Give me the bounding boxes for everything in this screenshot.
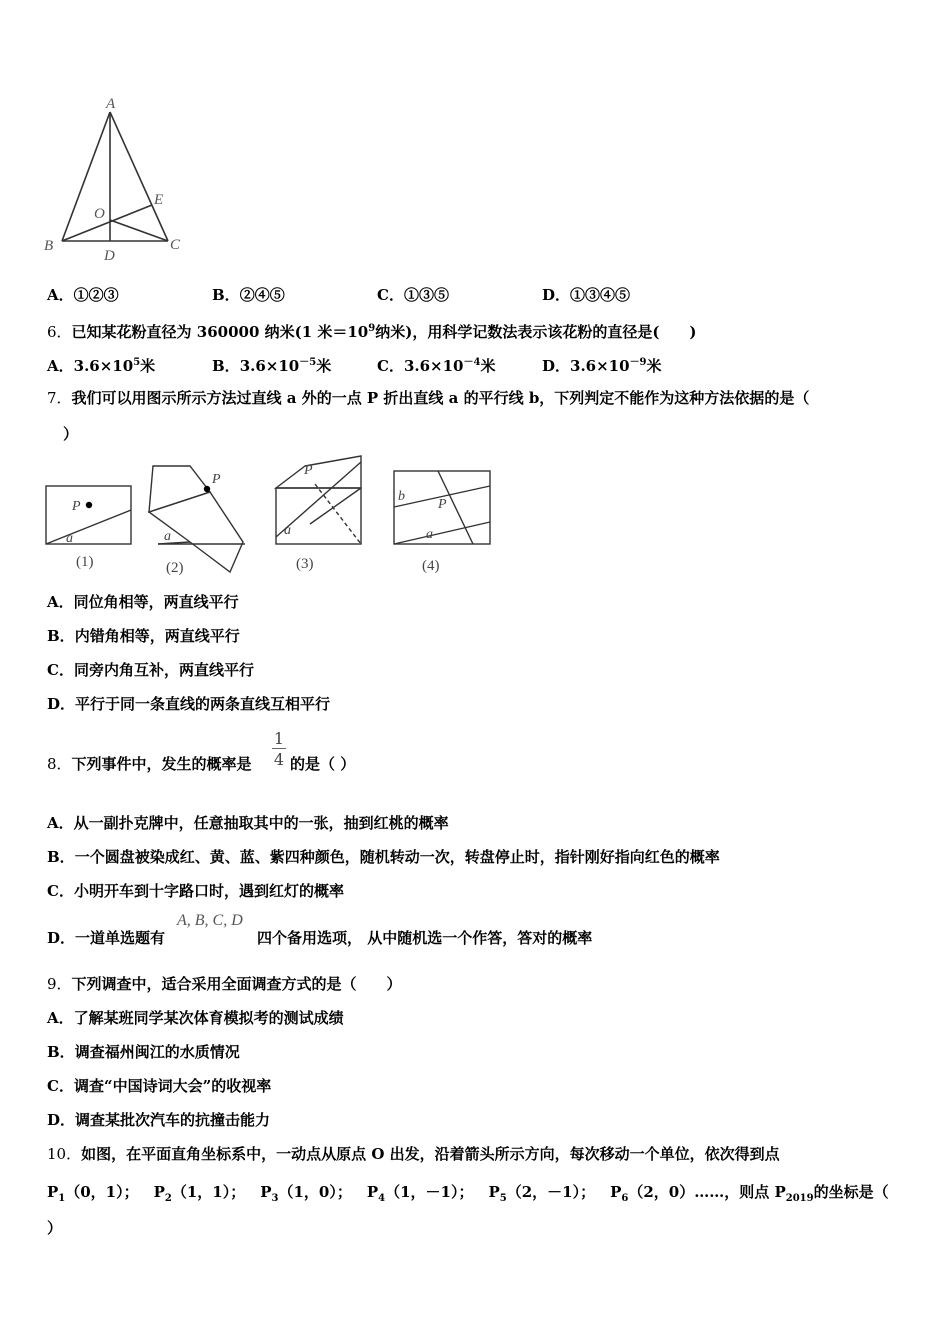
label-a: a (284, 523, 291, 538)
option-base: 3.6×10 (73, 357, 134, 375)
q7-option-d: D．平行于同一条直线的两条直线互相平行 (47, 695, 331, 713)
q8-option-d: D．一道单选题有 (47, 929, 166, 947)
option-text: ②④⑤ (239, 286, 285, 304)
label-c: C (170, 237, 181, 253)
point-3: $P_3(1$，0）； (260, 1183, 352, 1204)
option-letter: C． (377, 286, 404, 304)
triangle-figure (40, 92, 200, 262)
question-number: 10． (47, 1145, 82, 1163)
point-5: $P_5(2$，－1）； (488, 1183, 596, 1204)
q7-stem-line1: 我们可以用图示所示方法过直线 a 外的一点 P 折出直线 a 的平行线 b，下列判定不能作为这种方法依据的是（ (71, 389, 810, 407)
label-p: P (212, 472, 221, 487)
option-letter: D． (542, 286, 571, 304)
label-e: E (154, 192, 164, 208)
q10-stem (47, 1144, 780, 1164)
q9-stem (47, 974, 402, 994)
q7-option-b: B．内错角相等，两直线平行 (47, 627, 240, 645)
q10-stem-line1: 如图，在平面直角坐标系中，一动点从原点 O 出发，沿着箭头所示方向，每次移动一个单位，依次得到点 (81, 1145, 780, 1163)
label-d: D (104, 248, 115, 262)
caption-4: (4) (422, 558, 440, 574)
fraction-numerator: 1 (273, 729, 285, 748)
option-letter: C． (377, 357, 404, 375)
option-letter: D． (542, 357, 571, 375)
option-base: 3.6×10 (239, 357, 300, 375)
option-unit: 米 (646, 357, 662, 375)
option-letter: B． (212, 286, 240, 304)
option-letter: A． (47, 286, 74, 304)
label-b: b (398, 489, 405, 504)
q7-option-a: A．同位角相等，两直线平行 (47, 593, 239, 611)
option-text: ①③⑤ (403, 286, 449, 304)
point-p-dot (86, 502, 92, 508)
q9-option-c: C．调查“中国诗词大会”的收视率 (47, 1077, 272, 1095)
q7-stem-line2: ） (63, 425, 79, 443)
label-b: B (44, 238, 54, 254)
q8-option-c: C．小明开车到十字路口时，遇到红灯的概率 (47, 882, 344, 900)
label-a: a (164, 529, 171, 544)
q7-option-c: C．同旁内角互补，两直线平行 (47, 661, 254, 679)
caption-1: (1) (76, 554, 94, 570)
label-a: A (106, 96, 116, 112)
question-number: 7． (47, 389, 72, 407)
q8-option-d-b: 四个备用选项， 从中随机选一个作答，答对的概率 (257, 929, 593, 947)
option-text: ①③④⑤ (570, 286, 631, 304)
option-exp: －5 (299, 357, 317, 368)
question-number: 8． (47, 755, 72, 773)
q9-option-d: D．调查某批次汽车的抗撞击能力 (47, 1111, 271, 1129)
q9-option-a: A．了解某班同学某次体育模拟考的测试成绩 (47, 1009, 344, 1027)
point-2: $P_2(1$，1）； (153, 1183, 246, 1204)
label-o: O (94, 206, 105, 222)
option-exp: 5 (133, 357, 141, 368)
q7-stem (47, 388, 809, 408)
option-exp: －9 (629, 357, 647, 368)
label-p: P (438, 497, 447, 512)
tail-sub: 2019 (785, 1193, 814, 1204)
q6-stem-a: 已知某花粉直径为 360000 纳米(1 米＝10 (71, 323, 369, 341)
option-unit: 米 (316, 357, 332, 375)
question-number: 9． (47, 975, 72, 993)
q6-stem-b: 纳米)，用科学记数法表示该花粉的直径是( ) (375, 323, 697, 341)
caption-3: (3) (296, 556, 314, 572)
tail-text: 的坐标是（ (813, 1183, 889, 1201)
option-letter: B． (212, 357, 240, 375)
q8-option-d-math: A, B, C, D (177, 912, 243, 929)
label-p: P (304, 463, 313, 478)
option-base: 3.6×10 (570, 357, 630, 375)
option-unit: 米 (140, 357, 156, 375)
label-a: a (426, 527, 433, 542)
option-letter: A． (47, 357, 74, 375)
point-4: $P_4(1$，－1）； (366, 1183, 474, 1204)
label-a: a (66, 531, 73, 546)
q6-stem-sup: 9 (368, 323, 376, 334)
q6-stem (47, 319, 697, 342)
option-exp: －4 (463, 357, 481, 368)
label-p: P (72, 499, 81, 514)
point-6: $P_6(2$，0）……，则点 P (610, 1183, 786, 1204)
option-unit: 米 (480, 357, 496, 375)
q9-option-b: B．调查福州闽江的水质情况 (47, 1043, 240, 1061)
q8-option-a: A．从一副扑克牌中，任意抽取其中的一张，抽到红桃的概率 (47, 814, 449, 832)
q9-stem-text: 下列调查中，适合采用全面调查方式的是（ ） (71, 975, 402, 993)
fraction-denominator: 4 (273, 750, 285, 769)
q8-stem (47, 754, 252, 774)
caption-2: (2) (166, 560, 184, 576)
q8-stem-a: 下列事件中，发生的概率是 (71, 755, 252, 773)
question-number: 6． (47, 323, 72, 341)
q10-points (47, 1182, 889, 1209)
point-p-dot (204, 486, 210, 492)
option-text: ①②③ (73, 286, 119, 304)
q8-stem-b: 的是（ ） (290, 755, 356, 773)
q10-stem-line3: ） (47, 1219, 63, 1237)
option-base: 3.6×10 (403, 357, 464, 375)
q8-option-b: B．一个圆盘被染成红、黄、蓝、紫四种颜色，随机转动一次，转盘停止时，指针刚好指向红色的概率 (47, 848, 720, 866)
fraction (272, 730, 286, 771)
point-1: $P_1(0$，1）； (47, 1183, 139, 1204)
fold-figures (40, 452, 500, 582)
